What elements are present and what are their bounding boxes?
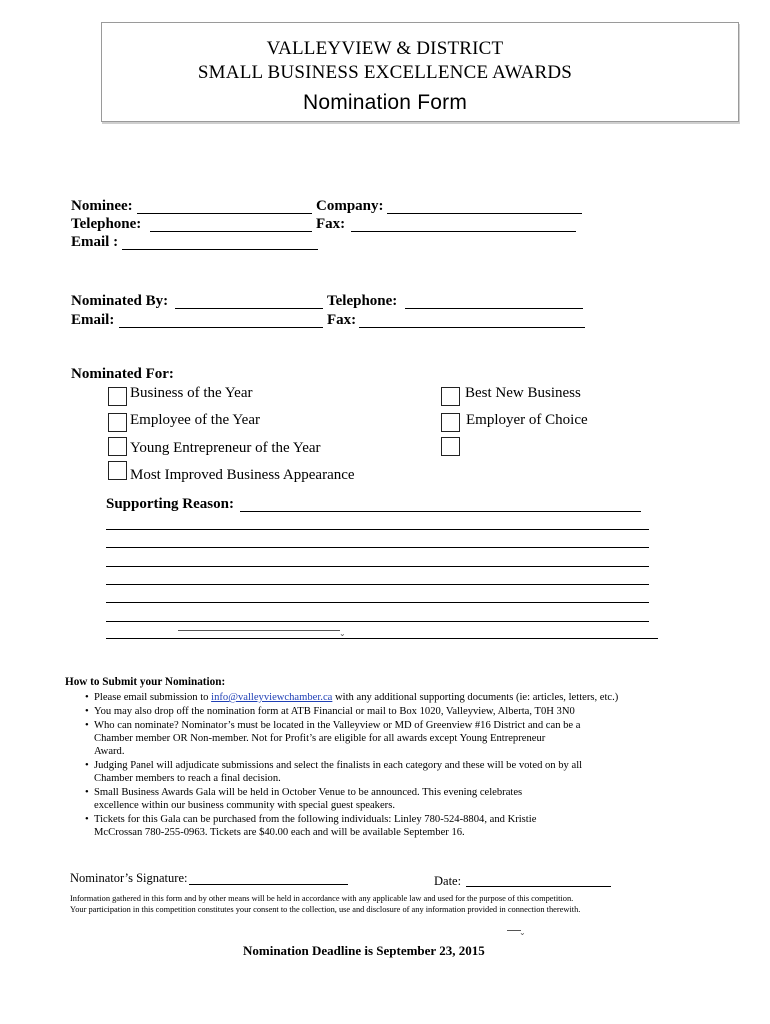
date-field[interactable] [466,886,611,887]
nominator-fax-label: Fax: [327,312,357,328]
email-link[interactable]: info@valleyviewchamber.ca [211,692,333,703]
nominee-email-field[interactable] [122,249,318,250]
checkbox-young-entrepreneur[interactable] [108,437,127,456]
nominated-by-field[interactable] [175,308,323,309]
nominee-field[interactable] [137,213,312,214]
bullet1-text-pre: Please email submission to [94,692,212,703]
checkbox-employee-of-year[interactable] [108,413,127,432]
submission-title: How to Submit your Nomination: [65,676,226,688]
header-line-2: SMALL BUSINESS EXCELLENCE AWARDS [197,62,573,83]
form-title: Nomination Form [302,91,468,114]
bullet-icon: • [85,787,89,798]
bullet4-line-1: Judging Panel will adjudicate submissions and select the finalists in each category and these will be voted on by all [94,760,583,771]
bullet1-text-post: with any additional supporting documents (ie: articles, letters, etc.) [332,692,619,703]
nominator-signature-label: Nominator’s Signature: [70,871,188,885]
submission-bullet-4 [85,759,654,785]
nominee-fax-field[interactable] [351,231,576,232]
label-best-new-business: Best New Business [465,385,581,401]
nominee-fax-label: Fax: [316,216,346,232]
supporting-reason-line-6[interactable] [106,602,649,603]
checkbox-business-of-year[interactable] [108,387,127,406]
nominee-label: Nominee: [71,198,133,214]
checkbox-most-improved[interactable] [108,461,127,480]
nominee-email-label: Email : [71,234,119,250]
nominator-fax-field[interactable] [359,327,585,328]
bullet-icon: • [85,720,89,731]
label-employer-of-choice: Employer of Choice [466,412,588,428]
submission-bullet-2 [85,705,654,718]
bullet3-line-2: Chamber member OR Non-member. Not for Profit’s are eligible for all awards except Young Entrepreneur [94,733,546,745]
checkbox-best-new-business[interactable] [441,387,460,406]
supporting-reason-line-2[interactable] [106,529,649,530]
bullet5-line-1: Small Business Awards Gala will be held in October Venue to be announced. This evening celebrates [94,787,523,798]
bullet2-text: You may also drop off the nomination form at ATB Financial or mail to Box 1020, Valleyview, Alberta, T0H 3N0 [94,706,575,717]
nominator-email-field[interactable] [119,327,323,328]
bullet-icon: • [85,760,89,771]
bullet6-line-2: McCrossan 780-255-0963. Tickets are $40.00 each and will be available September 16. [94,827,465,839]
stray-line [178,630,340,631]
bullet3-line-1: Who can nominate? Nominator’s must be located in the Valleyview or MD of Greenview #16 District and can be a [94,720,581,731]
submission-bullet-3 [85,719,654,759]
nominator-telephone-label: Telephone: [327,293,398,309]
checkbox-employer-of-choice[interactable] [441,413,460,432]
nominator-telephone-field[interactable] [405,308,583,309]
date-label: Date: [434,874,462,888]
nominated-for-heading: Nominated For: [71,366,174,382]
header-line-1: VALLEYVIEW & DISTRICT [266,38,504,59]
supporting-reason-label: Supporting Reason: [106,496,234,512]
privacy-line-1: Information gathered in this form and by other means will be held in accordance with any applicable law and used for the purpose of this competition. [70,894,574,903]
label-most-improved: Most Improved Business Appearance [130,467,355,483]
bullet-icon: • [85,814,89,825]
bullet-icon: • [85,706,89,717]
nominator-signature-field[interactable] [189,884,348,885]
supporting-reason-line-1[interactable] [240,511,641,512]
bullet-icon: • [85,692,89,703]
bullet3-line-3: Award. [94,746,125,758]
supporting-reason-line-4[interactable] [106,566,649,567]
privacy-line-2: Your participation in this competition constitutes your consent to the collection, use and disclosure of any information provided in connection therewith. [70,905,581,914]
company-label: Company: [316,198,384,214]
supporting-reason-line-8[interactable] [106,638,658,639]
label-employee-of-year: Employee of the Year [130,412,260,428]
nominator-email-label: Email: [71,312,115,328]
supporting-reason-line-5[interactable] [106,584,649,585]
submission-bullet-6 [85,813,654,839]
stray-mark-icon: ⌄ [519,928,526,937]
label-young-entrepreneur: Young Entrepreneur of the Year [130,440,321,456]
stray-arrow-icon: ⌄ [339,629,346,638]
nominee-telephone-field[interactable] [150,231,312,232]
nominee-telephone-label: Telephone: [71,216,142,232]
bullet5-line-2: excellence within our business community with special guest speakers. [94,800,395,812]
label-business-of-year: Business of the Year [130,385,253,401]
deadline-notice: Nomination Deadline is September 23, 2015 [243,943,485,958]
company-field[interactable] [387,213,582,214]
submission-bullet-1 [85,691,654,704]
supporting-reason-line-7[interactable] [106,621,649,622]
bullet4-line-2: Chamber members to reach a final decision. [94,773,281,785]
submission-bullet-5 [85,786,654,812]
checkbox-unlabeled[interactable] [441,437,460,456]
supporting-reason-line-3[interactable] [106,547,649,548]
nominated-by-label: Nominated By: [71,293,169,309]
bullet6-line-1: Tickets for this Gala can be purchased from the following individuals: Linley 780-524-8804, and Kristie [94,814,537,825]
